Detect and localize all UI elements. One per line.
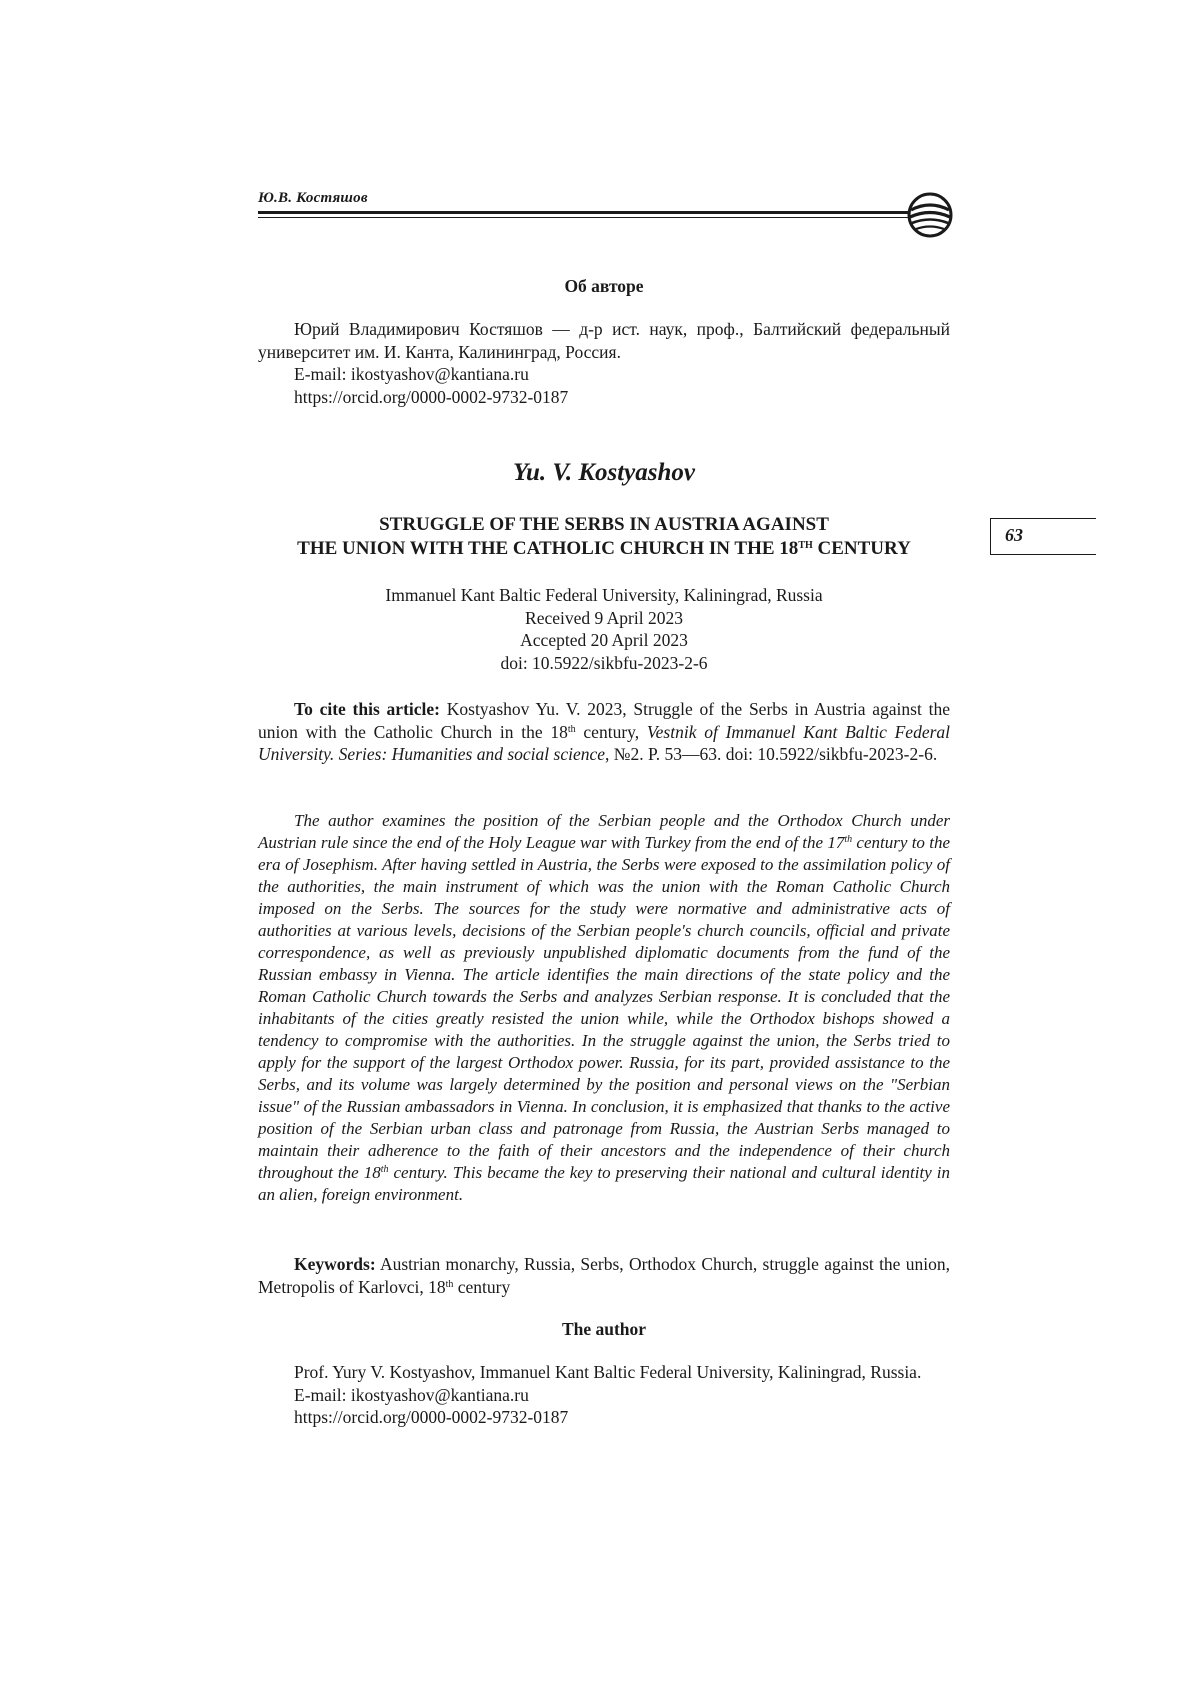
about-en-email: E-mail: ikostyashov@kantiana.ru <box>294 1384 529 1405</box>
page-number-rule-bottom <box>990 554 1096 555</box>
about-ru-orcid: https://orcid.org/0000-0002-9732-0187 <box>294 386 569 407</box>
abstract-sup-1: th <box>844 834 853 845</box>
about-en-heading: The author <box>561 1319 647 1339</box>
abstract-part-3: century. This became the key to preserving their national and cultural identity in an alien, foreign environment. <box>258 1163 950 1204</box>
title-text-a: THE UNION WITH THE CATHOLIC CHURCH IN THE 18 <box>297 538 799 559</box>
about-ru-block <box>258 318 950 408</box>
citation-journal: Vestnik of Immanuel Kant Baltic Federal University. Series: Humanities and social science <box>258 721 951 764</box>
journal-logo-icon <box>905 190 955 240</box>
about-ru-email: E-mail: ikostyashov@kantiana.ru <box>294 364 529 384</box>
header-rule-thick <box>258 211 908 214</box>
page-number: 63 <box>1005 525 1023 545</box>
about-ru-heading: Об авторе <box>564 276 644 296</box>
keywords-text-b: century <box>453 1276 511 1297</box>
abstract <box>258 810 950 1206</box>
about-en-block <box>258 1361 950 1429</box>
about-en-bio: Prof. Yury V. Kostyashov, Immanuel Kant Baltic Federal University, Kaliningrad, Russia. <box>294 1362 922 1382</box>
accepted-date: Accepted 20 April 2023 <box>520 630 688 650</box>
keywords-label: Keywords: <box>294 1254 376 1274</box>
keywords-sup: th <box>445 1278 454 1290</box>
keywords-text-a: Austrian monarchy, Russia, Serbs, Orthodox Church, struggle against the union, Metropolis of Karlovci, 18 <box>258 1254 950 1297</box>
title-text-b: CENTURY <box>812 538 911 559</box>
citation-text-a: Kostyashov Yu. V. 2023, Struggle of the Serbs in Austria against the union with the Catholic Church in the 18 <box>258 699 950 742</box>
running-head: Ю.В. Костяшов <box>258 190 368 206</box>
citation-block <box>258 698 950 766</box>
citation-text-c: , №2. P. 53—63. doi: 10.5922/sikbfu-2023-2-6. <box>605 744 938 764</box>
abstract-sup-2: th <box>380 1164 389 1175</box>
affiliation: Immanuel Kant Baltic Federal University, Kaliningrad, Russia <box>385 585 823 605</box>
article-meta <box>258 584 950 674</box>
page-number-rule-side <box>990 518 991 555</box>
citation-sup: th <box>567 723 576 735</box>
header-rule-thin <box>258 217 908 218</box>
article-title-line-2 <box>258 537 950 561</box>
received-date: Received 9 April 2023 <box>525 607 683 628</box>
doi: doi: 10.5922/sikbfu-2023-2-6 <box>500 652 708 673</box>
title-sup: TH <box>798 540 813 551</box>
abstract-part-1: The author examines the position of the Serbian people and the Orthodox Church under Austrian rule since the end of the Holy League war with Turkey from the end of the 17 <box>258 811 950 852</box>
article-title-line-1: STRUGGLE OF THE SERBS IN AUSTRIA AGAINST <box>379 514 829 535</box>
citation-text-b: century, <box>575 721 647 742</box>
keywords-block <box>258 1253 950 1298</box>
article-title <box>258 513 950 561</box>
article-author: Yu. V. Kostyashov <box>512 459 695 486</box>
abstract-part-2: century to the era of Josephism. After having settled in Austria, the Serbs were exposed to the assimilation policy of the authorities, the main instrument of which was the union with the Roman Catholic Church imposed on the Serbs. The sources for the study were normative and administrative acts of authorities at various levels, decisions of the Serbian people's church councils, official and private correspondence, as well as previously unpublished diplomatic documents from the fund of the Russian embassy in Vienna. The article identifies the main directions of the state policy and the Roman Catholic Church towards the Serbs and analyzes Serbian response. It is concluded that the inhabitants of the cities greatly resisted the union while, while the Orthodox bishops showed a tendency to compromise with the authorities. In the struggle against the union, the Serbs tried to apply for the support of the largest Orthodox power. Russia, for its part, provided assistance to the Serbs, and its volume was largely determined by the position and personal views on the "Serbian issue" of the Russian ambassadors in Vienna. In conclusion, it is emphasized that thanks to the active position of the Serbian urban class and patronage from Russia, the Austrian Serbs managed to maintain their adherence to the faith of their ancestors and the independence of their church throughout the 18 <box>258 833 951 1182</box>
page-number-rule-top <box>990 518 1096 519</box>
citation-label: To cite this article: <box>294 699 440 719</box>
about-en-orcid: https://orcid.org/0000-0002-9732-0187 <box>294 1407 569 1427</box>
about-ru-bio: Юрий Владимирович Костяшов — д-р ист. наук, проф., Балтийский федеральный университет им. И. Канта, Калининград, Россия. <box>258 319 950 362</box>
